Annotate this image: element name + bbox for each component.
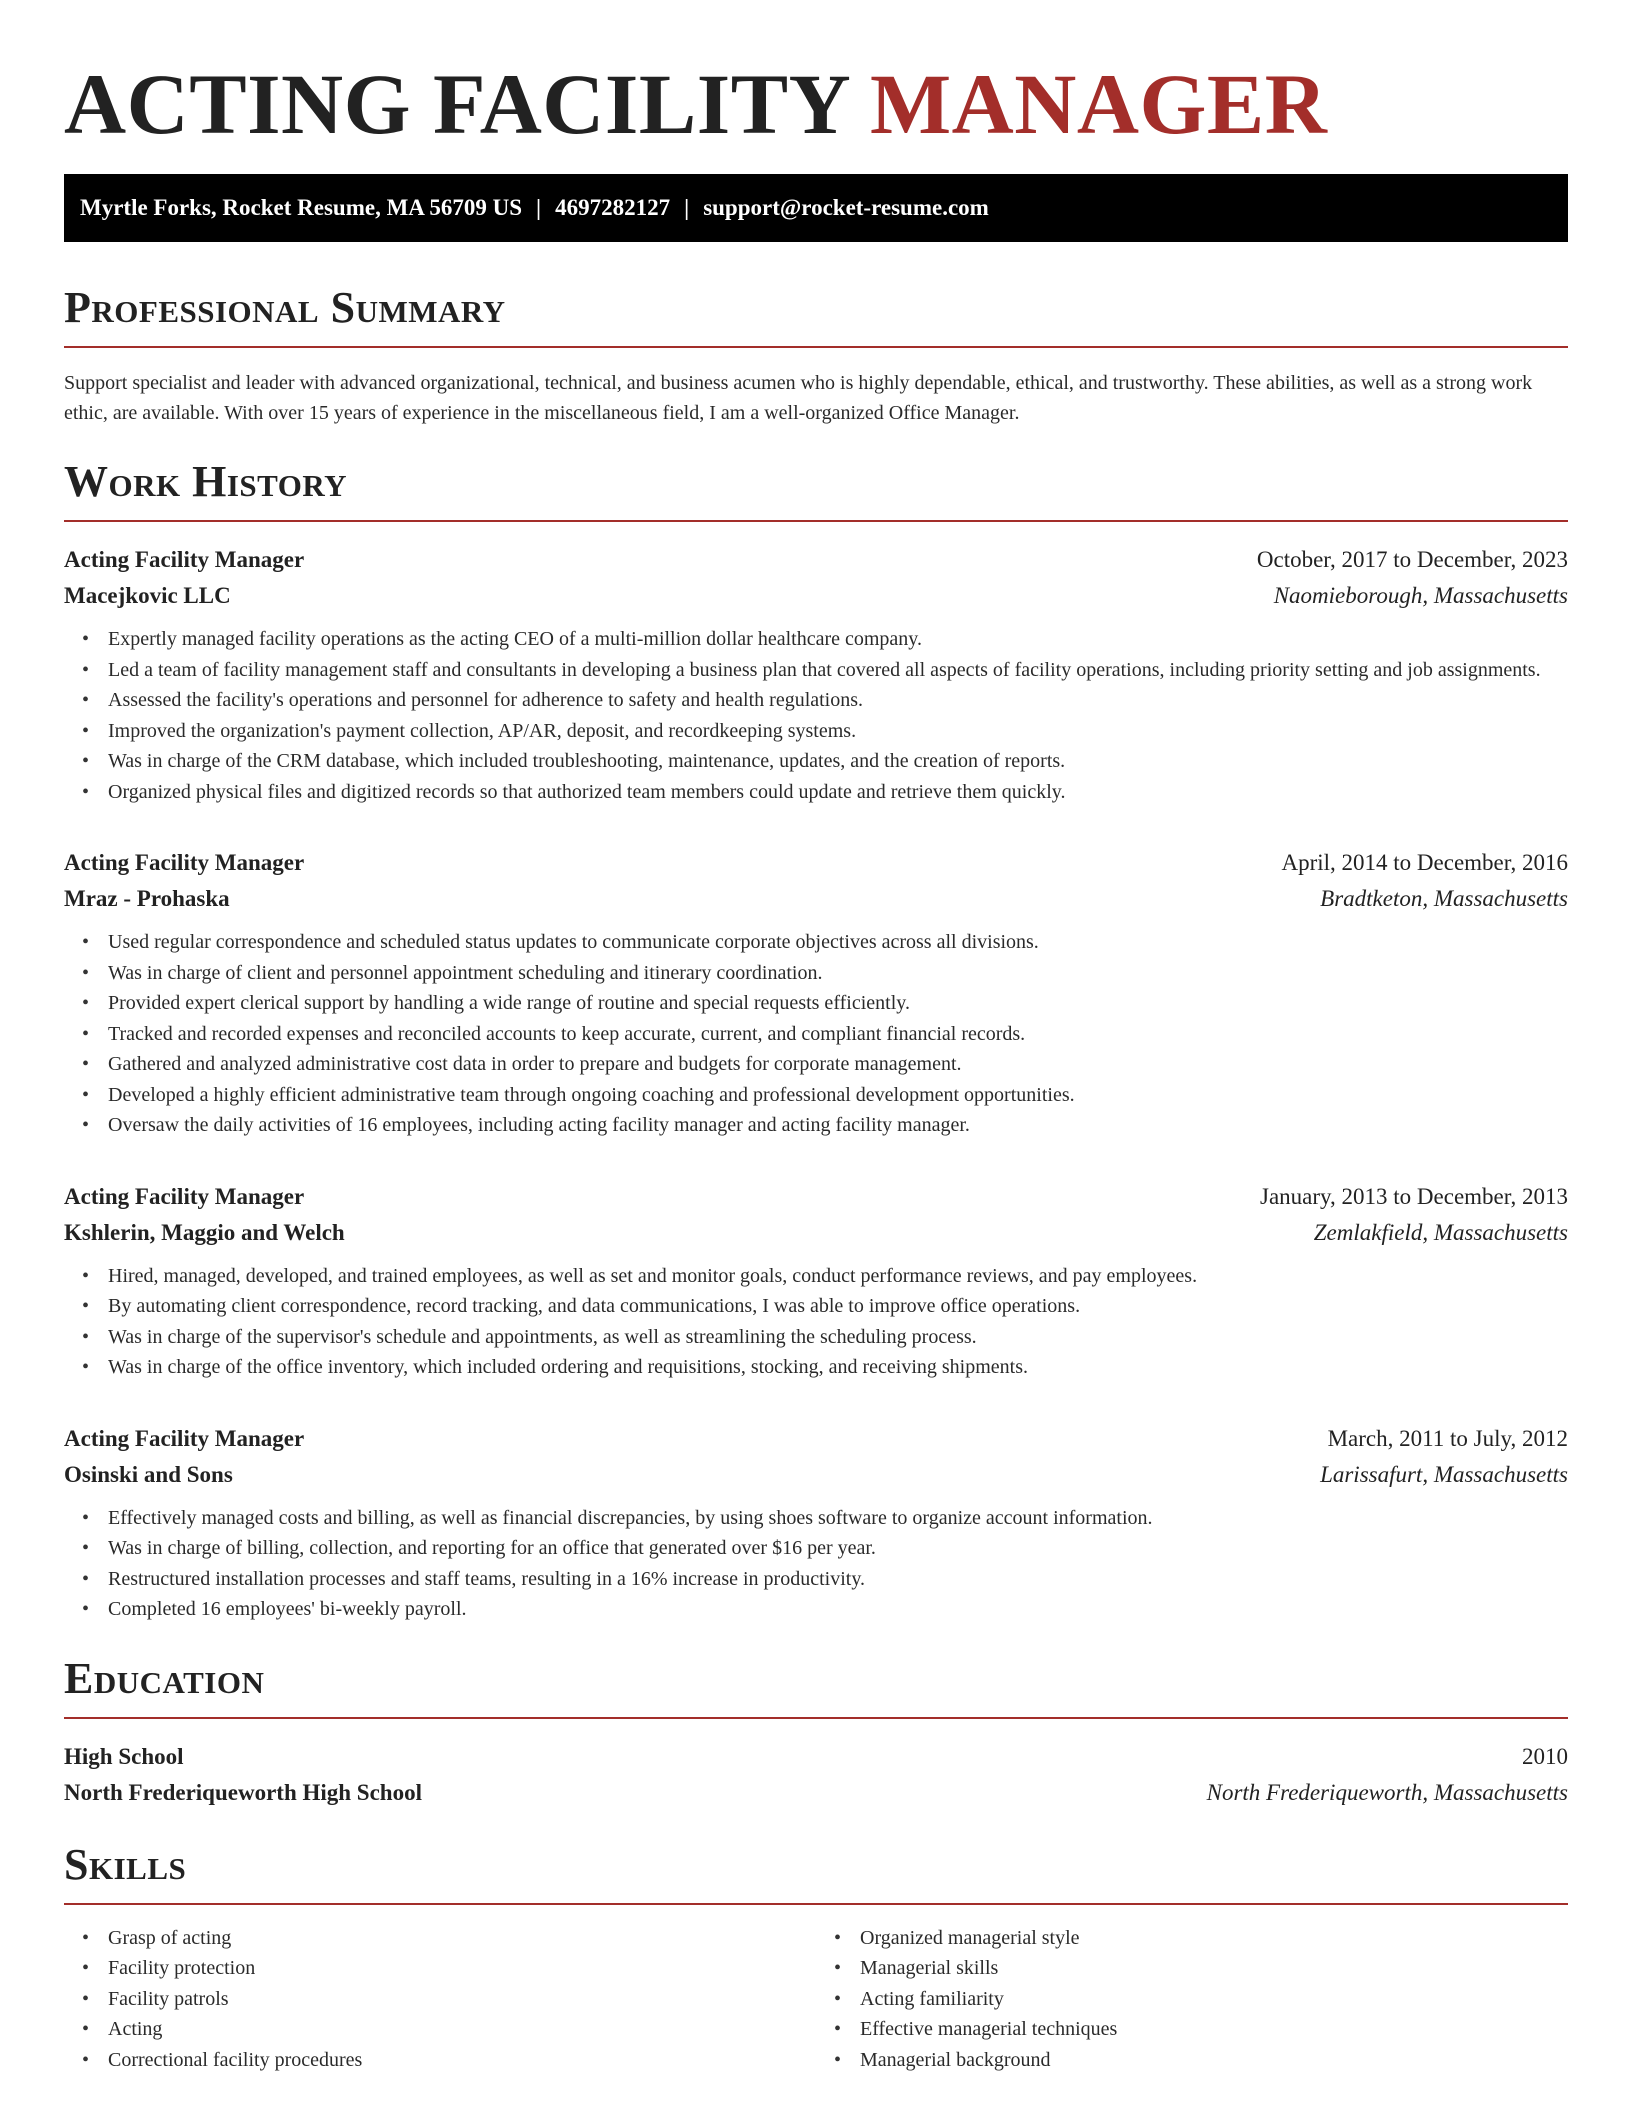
skill-item: • Effective managerial techniques [860, 2014, 1568, 2045]
job-bullet: • Developed a highly efficient administrative team through ongoing coaching and professional development opportunities. [108, 1080, 1568, 1111]
job-company: Macejkovic LLC [64, 583, 231, 608]
job-bullet: • Oversaw the daily activities of 16 employees, including acting facility manager and acting facility manager. [108, 1110, 1568, 1141]
skill-item: • Grasp of acting [108, 1923, 816, 1954]
summary-heading: Professional Summary [64, 282, 1568, 348]
job-dates: January, 2013 to December, 2013 [1260, 1183, 1568, 1209]
education-location: North Frederiqueworth, Massachusetts [1206, 1779, 1568, 1805]
job-bullet-list [64, 927, 1568, 1141]
contact-separator: | [536, 195, 542, 220]
job-bullet: • Expertly managed facility operations as the acting CEO of a multi-million dollar healthcare company. [108, 624, 1568, 655]
job-bullet: • Restructured installation processes and staff teams, resulting in a 16% increase in productivity. [108, 1564, 1568, 1595]
job-bullet: • Completed 16 employees' bi-weekly payroll. [108, 1594, 1568, 1625]
job-title: Acting Facility Manager [64, 1425, 305, 1451]
contact-phone: 4697282127 [555, 195, 671, 220]
job-bullet-list [64, 624, 1568, 807]
contact-email: support@rocket-resume.com [703, 195, 989, 220]
skill-item: • Acting familiarity [860, 1984, 1568, 2015]
title-accent: MANAGER [869, 56, 1328, 152]
job-dates: April, 2014 to December, 2016 [1281, 850, 1568, 875]
job-title: Acting Facility Manager [64, 850, 305, 875]
job-location: Bradtketon, Massachusetts [1320, 886, 1568, 911]
skills-heading: Skills [64, 1839, 1568, 1905]
education-heading: Education [64, 1653, 1568, 1719]
summary-text: Support specialist and leader with advanced organizational, technical, and business acumen who is highly dependable, ethical, and trustworthy. These abilities, as well as a strong work ethic, are available. With over 15 years of experience in the miscellaneous field, I am a well-organized Office Manager. [64, 372, 1533, 424]
skill-item: • Facility protection [108, 1953, 816, 1984]
contact-separator: | [684, 195, 690, 220]
job-bullet-list [64, 1261, 1568, 1383]
contact-address: Myrtle Forks, Rocket Resume, MA 56709 US [80, 195, 523, 220]
education-year: 2010 [1522, 1743, 1568, 1769]
skill-item: • Facility patrols [108, 1984, 816, 2015]
job-entry [64, 1421, 1568, 1625]
skill-item: • Acting [108, 2014, 816, 2045]
work-history-list [64, 542, 1568, 1625]
job-bullet: • Provided expert clerical support by handling a wide range of routine and special requests efficiently. [108, 988, 1568, 1019]
job-bullet: • Tracked and recorded expenses and reconciled accounts to keep accurate, current, and compliant financial records. [108, 1019, 1568, 1050]
skill-item: • Organized managerial style [860, 1923, 1568, 1954]
job-bullet: • Led a team of facility management staff and consultants in developing a business plan that covered all aspects of facility operations, including priority setting and job assignments. [108, 655, 1568, 686]
education-entry [64, 1739, 1568, 1811]
job-bullet: • Was in charge of client and personnel appointment scheduling and itinerary coordination. [108, 958, 1568, 989]
job-company: Mraz - Prohaska [64, 886, 230, 911]
job-bullet: • Improved the organization's payment collection, AP/AR, deposit, and recordkeeping systems. [108, 716, 1568, 747]
skills-list-left [64, 1923, 816, 2076]
job-entry [64, 845, 1568, 1141]
job-bullet: • Was in charge of the office inventory, which included ordering and requisitions, stocking, and receiving shipments. [108, 1352, 1568, 1383]
job-bullet: • Effectively managed costs and billing, as well as financial discrepancies, by using shoes software to organize account information. [108, 1503, 1568, 1534]
job-entry [64, 542, 1568, 807]
job-bullet: • Was in charge of the CRM database, which included troubleshooting, maintenance, updates, and the creation of reports. [108, 746, 1568, 777]
skill-item: • Correctional facility procedures [108, 2045, 816, 2076]
skill-item: • Managerial background [860, 2045, 1568, 2076]
education-school: North Frederiqueworth High School [64, 1779, 422, 1805]
job-bullet: • Assessed the facility's operations and personnel for adherence to safety and health regulations. [108, 685, 1568, 716]
job-bullet: • Was in charge of the supervisor's schedule and appointments, as well as streamlining the scheduling process. [108, 1322, 1568, 1353]
job-bullet-list [64, 1503, 1568, 1625]
education-degree: High School [64, 1743, 184, 1769]
title-main: ACTING FACILITY [64, 56, 848, 152]
job-bullet: • Organized physical files and digitized records so that authorized team members could update and retrieve them quickly. [108, 777, 1568, 808]
skill-item: • Managerial skills [860, 1953, 1568, 1984]
job-title: Acting Facility Manager [64, 547, 305, 572]
work-history-heading: Work History [64, 456, 1568, 522]
resume-title [64, 0, 1568, 156]
job-bullet: • Used regular correspondence and scheduled status updates to communicate corporate objectives across all divisions. [108, 927, 1568, 958]
job-location: Zemlakfield, Massachusetts [1313, 1219, 1568, 1245]
skills-list-right [816, 1923, 1568, 2076]
job-bullet: • Hired, managed, developed, and trained employees, as well as set and monitor goals, conduct performance reviews, and pay employees. [108, 1261, 1568, 1292]
job-bullet: • Was in charge of billing, collection, and reporting for an office that generated over $16 per year. [108, 1533, 1568, 1564]
job-bullet: • By automating client correspondence, record tracking, and data communications, I was able to improve office operations. [108, 1291, 1568, 1322]
job-entry [64, 1179, 1568, 1383]
job-title: Acting Facility Manager [64, 1183, 305, 1209]
job-bullet: • Gathered and analyzed administrative cost data in order to prepare and budgets for corporate management. [108, 1049, 1568, 1080]
job-dates: October, 2017 to December, 2023 [1256, 547, 1568, 572]
contact-bar [64, 174, 1568, 242]
job-company: Kshlerin, Maggio and Welch [64, 1219, 345, 1245]
job-location: Naomieborough, Massachusetts [1273, 583, 1568, 608]
skills-columns [64, 1923, 1568, 2076]
job-dates: March, 2011 to July, 2012 [1327, 1425, 1568, 1451]
job-company: Osinski and Sons [64, 1461, 233, 1487]
job-location: Larissafurt, Massachusetts [1320, 1461, 1568, 1487]
